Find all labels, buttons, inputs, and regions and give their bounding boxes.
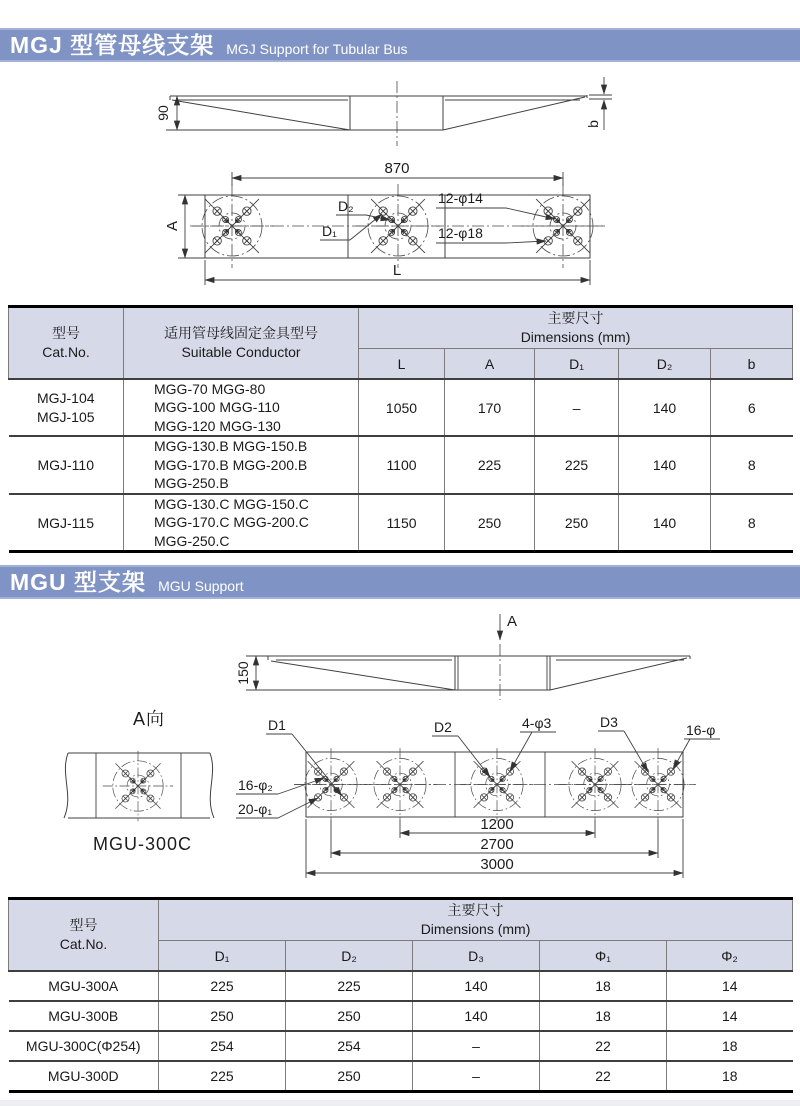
conductor-line: MGG-100 MGG-110 xyxy=(154,399,280,416)
mgu-aview-caption: MGU-300C xyxy=(93,834,193,854)
mgu-plan-view xyxy=(236,714,720,878)
conductor-line: MGG-170.B MGG-200.B xyxy=(154,456,308,473)
dim-cell: 18 xyxy=(540,1001,667,1031)
table-row xyxy=(9,436,793,493)
mgu-col-dimensions-en: Dimensions (mm) xyxy=(420,921,531,937)
table-row xyxy=(9,1001,793,1031)
mgj-col-D2: D₂ xyxy=(619,349,711,380)
mgu-col-Phi1: Φ₁ xyxy=(540,941,667,972)
dim-cell: 250 xyxy=(286,1061,413,1092)
mgj-col-A: A xyxy=(445,349,535,380)
conductor-line: MGG-120 MGG-130 xyxy=(154,417,281,434)
mgj-title-en: MGJ Support for Tubular Bus xyxy=(226,40,408,57)
mgu-plan-holes-top-label: 4-φ3 xyxy=(522,715,552,731)
cat-no-cell xyxy=(9,494,124,552)
table-row xyxy=(9,379,793,436)
mgu-col-catno-en: Cat.No. xyxy=(59,936,108,952)
mgj-col-dimensions-en: Dimensions (mm) xyxy=(520,329,631,345)
dim-cell: 140 xyxy=(413,971,540,1001)
cat-no-cell xyxy=(9,436,124,493)
mgu-col-D2: D₂ xyxy=(286,941,413,972)
cat-no-line: MGJ-110 xyxy=(37,457,95,474)
mgu-section-band xyxy=(0,565,800,599)
mgj-col-conductor-zh: 适用管母线固定金具型号 xyxy=(164,325,318,342)
mgu-aview xyxy=(64,709,214,854)
table-row xyxy=(9,1031,793,1061)
cat-no-cell: MGU-300C(Φ254) xyxy=(9,1031,159,1061)
mgu-col-Phi2: Φ₂ xyxy=(667,941,793,972)
mgj-title-zh: MGJ 型管母线支架 xyxy=(10,31,215,58)
dim-cell: 225 xyxy=(445,436,535,493)
dim-cell: – xyxy=(413,1031,540,1061)
mgj-col-dimensions-zh: 主要尺寸 xyxy=(547,310,604,327)
mgu-plan-holes-right-label: 16-φ xyxy=(686,722,716,738)
dim-cell: 6 xyxy=(711,379,793,436)
dim-cell: 18 xyxy=(667,1031,793,1061)
conductor-cell xyxy=(124,494,359,552)
conductor-line: MGG-130.C MGG-150.C xyxy=(154,495,309,512)
dim-cell: 225 xyxy=(286,971,413,1001)
conductor-line: MGG-130.B MGG-150.B xyxy=(154,438,308,455)
cat-no-line: MGJ-115 xyxy=(37,514,95,531)
mgu-view-arrow-label: A xyxy=(507,613,518,630)
conductor-line: MGG-250.C xyxy=(154,532,230,549)
dim-cell: 140 xyxy=(413,1001,540,1031)
conductor-line: MGG-250.B xyxy=(154,475,229,492)
mgj-col-dimensions xyxy=(359,307,793,349)
mgu-col-D3: D₃ xyxy=(413,941,540,972)
dim-cell: 1150 xyxy=(359,494,445,552)
mgj-col-catno-zh: 型号 xyxy=(52,325,80,342)
mgj-plan-holes-small-label: 12-φ14 xyxy=(438,190,483,206)
mgu-dim-2700: 2700 xyxy=(480,836,514,853)
cat-no-cell xyxy=(9,379,124,436)
dim-cell: 8 xyxy=(711,436,793,493)
mgu-plan-d2-label: D2 xyxy=(434,719,452,735)
mgj-side-height-label: 90 xyxy=(155,105,171,121)
cat-no-cell: MGU-300D xyxy=(9,1061,159,1092)
conductor-cell xyxy=(124,379,359,436)
mgu-col-D1: D₁ xyxy=(159,941,286,972)
cat-no-cell: MGU-300A xyxy=(9,971,159,1001)
dim-cell: 225 xyxy=(159,971,286,1001)
mgu-table xyxy=(8,897,793,1093)
mgj-col-L: L xyxy=(359,349,445,380)
mgu-plan-d3-label: D3 xyxy=(600,714,618,730)
mgj-plan-d2-label: D₂ xyxy=(338,198,354,214)
mgu-aview-title: A向 xyxy=(133,709,166,729)
mgj-col-conductor xyxy=(124,307,359,380)
cat-no-cell: MGU-300B xyxy=(9,1001,159,1031)
mgu-dim-1200: 1200 xyxy=(480,816,514,833)
mgu-col-dimensions xyxy=(159,899,793,941)
mgu-col-dimensions-zh: 主要尺寸 xyxy=(447,902,504,919)
conductor-line: MGG-70 MGG-80 xyxy=(154,381,266,397)
dim-cell: 14 xyxy=(667,1001,793,1031)
mgj-col-catno-en: Cat.No. xyxy=(42,344,90,360)
dim-cell: 140 xyxy=(619,379,711,436)
dim-cell: 250 xyxy=(286,1001,413,1031)
mgu-col-catno-zh: 型号 xyxy=(69,917,98,934)
mgj-plan-width-label: A xyxy=(164,220,181,232)
conductor-line: MGG-170.C MGG-200.C xyxy=(154,514,309,531)
mgj-col-conductor-en: Suitable Conductor xyxy=(181,344,301,360)
dim-cell: 250 xyxy=(445,494,535,552)
dim-cell: 22 xyxy=(540,1031,667,1061)
mgj-col-D1: D₁ xyxy=(535,349,619,380)
mgu-plan-holes-left-outer-label: 16-φ₂ xyxy=(238,777,273,793)
cat-no-line: MGJ-104 xyxy=(36,389,95,406)
mgj-table xyxy=(8,305,793,553)
mgj-plan-d1-label: D₁ xyxy=(322,223,337,239)
mgu-plan-holes-left-inner-label: 20-φ₁ xyxy=(238,801,273,817)
conductor-cell xyxy=(124,436,359,493)
mgu-plan-d1-label: D1 xyxy=(268,717,286,733)
mgj-plan-span-label: 870 xyxy=(384,160,410,177)
dim-cell: 1050 xyxy=(359,379,445,436)
dim-cell: 140 xyxy=(619,494,711,552)
table-row xyxy=(9,1061,793,1092)
cat-no-line: MGJ-105 xyxy=(36,408,95,425)
mgj-plan-holes-large-label: 12-φ18 xyxy=(438,225,483,241)
dim-cell: 18 xyxy=(540,971,667,1001)
dim-cell: 140 xyxy=(619,436,711,493)
mgj-plan-view xyxy=(164,160,605,285)
mgu-dim-3000: 3000 xyxy=(480,856,514,873)
dim-cell: 254 xyxy=(159,1031,286,1061)
mgj-side-view xyxy=(155,77,612,146)
table-row xyxy=(9,971,793,1001)
mgu-title-zh: MGU 型支架 xyxy=(10,568,147,595)
dim-cell: 250 xyxy=(535,494,619,552)
dim-cell: 250 xyxy=(159,1001,286,1031)
dim-cell: – xyxy=(413,1061,540,1092)
dim-cell: – xyxy=(535,379,619,436)
mgu-technical-drawing xyxy=(0,600,800,890)
dim-cell: 22 xyxy=(540,1061,667,1092)
mgu-title-en: MGU Support xyxy=(158,577,244,594)
dim-cell: 18 xyxy=(667,1061,793,1092)
mgu-side-view xyxy=(235,613,690,700)
mgu-col-catno xyxy=(9,899,159,972)
dim-cell: 225 xyxy=(159,1061,286,1092)
mgj-col-catno xyxy=(9,307,124,380)
mgj-technical-drawing xyxy=(0,68,800,300)
mgu-side-height-label: 150 xyxy=(235,661,251,685)
mgj-side-thickness-label: b xyxy=(585,120,601,128)
dim-cell: 1100 xyxy=(359,436,445,493)
dim-cell: 14 xyxy=(667,971,793,1001)
dim-cell: 8 xyxy=(711,494,793,552)
page-bottom-strip xyxy=(0,1100,800,1106)
dim-cell: 225 xyxy=(535,436,619,493)
dim-cell: 254 xyxy=(286,1031,413,1061)
table-row xyxy=(9,494,793,552)
mgj-plan-length-label: L xyxy=(392,262,402,279)
mgj-section-band xyxy=(0,28,800,62)
dim-cell: 170 xyxy=(445,379,535,436)
mgj-col-b: b xyxy=(711,349,793,380)
